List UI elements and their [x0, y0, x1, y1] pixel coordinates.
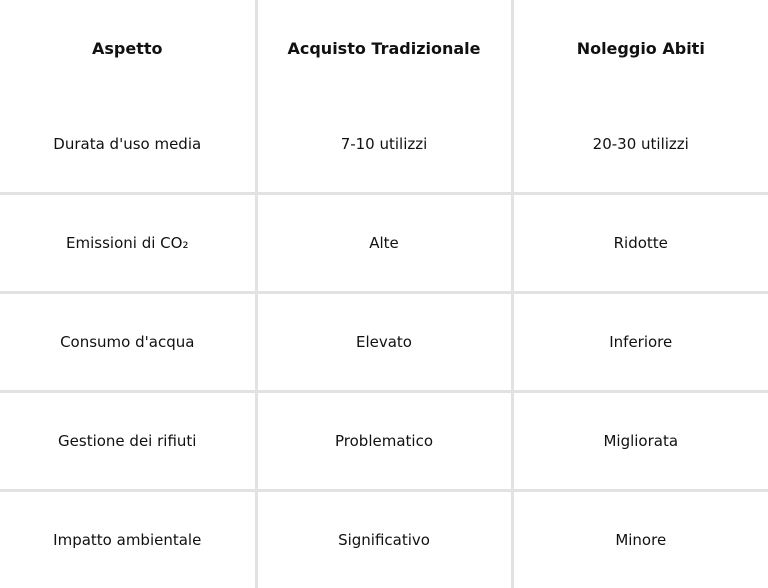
row-label-rifiuti: Gestione dei rifiuti	[0, 392, 256, 491]
cell-noleggio-rifiuti: Migliorata	[512, 392, 768, 491]
cell-noleggio-emissioni: Ridotte	[512, 194, 768, 293]
row-label-acqua: Consumo d'acqua	[0, 293, 256, 392]
cell-acquisto-acqua: Elevato	[256, 293, 512, 392]
table-row	[0, 293, 768, 392]
header-noleggio-abiti: Noleggio Abiti	[512, 0, 768, 96]
cell-noleggio-acqua: Inferiore	[512, 293, 768, 392]
cell-acquisto-durata: 7-10 utilizzi	[256, 96, 512, 194]
cell-noleggio-impatto: Minore	[512, 491, 768, 588]
header-acquisto-tradizionale: Acquisto Tradizionale	[256, 0, 512, 96]
cell-acquisto-emissioni: Alte	[256, 194, 512, 293]
cell-acquisto-rifiuti: Problematico	[256, 392, 512, 491]
cell-noleggio-durata: 20-30 utilizzi	[512, 96, 768, 194]
table-row	[0, 96, 768, 194]
header-aspetto: Aspetto	[0, 0, 256, 96]
row-label-impatto: Impatto ambientale	[0, 491, 256, 588]
table-row	[0, 194, 768, 293]
table-header-row	[0, 0, 768, 96]
cell-acquisto-impatto: Significativo	[256, 491, 512, 588]
table-row	[0, 392, 768, 491]
row-label-emissioni: Emissioni di CO₂	[0, 194, 256, 293]
table-row	[0, 491, 768, 588]
row-label-durata: Durata d'uso media	[0, 96, 256, 194]
